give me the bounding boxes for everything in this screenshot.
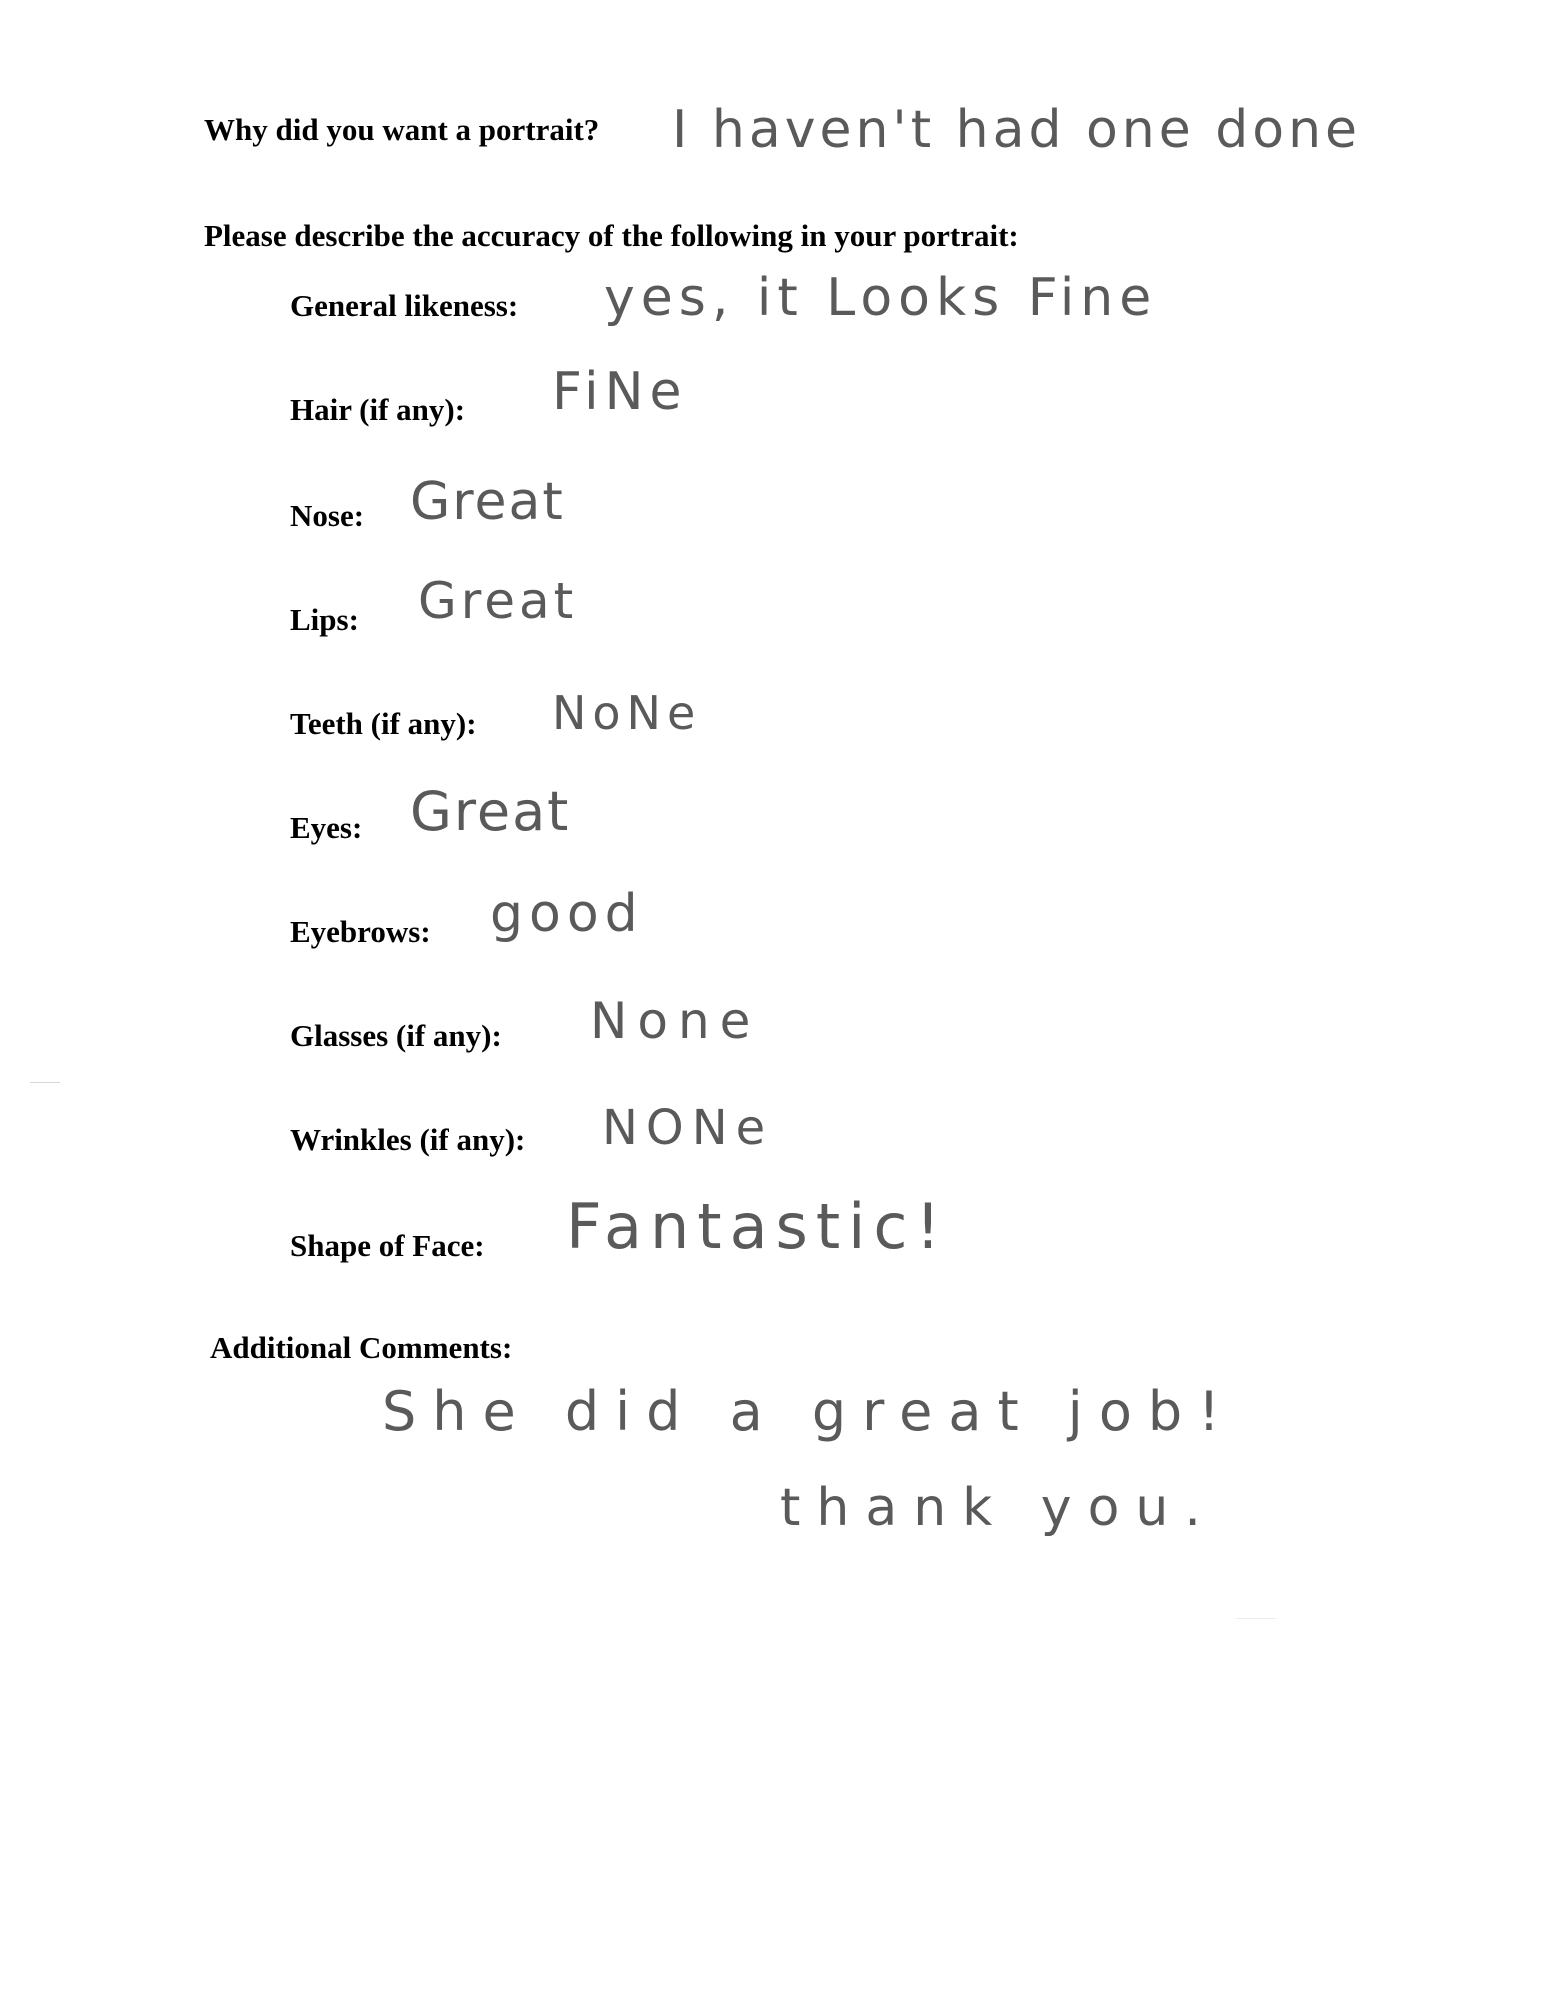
field-label-hair: Hair (if any): — [290, 392, 466, 427]
field-answer-hair: FiNe — [552, 362, 688, 422]
comments-line-1: She did a great job! — [382, 1380, 1236, 1443]
field-label-shape-of-face: Shape of Face: — [290, 1228, 485, 1263]
field-answer-shape-of-face: Fantastic! — [566, 1190, 949, 1263]
field-label-eyes: Eyes: — [290, 810, 363, 845]
field-answer-eyes: Great — [410, 780, 571, 843]
field-label-teeth: Teeth (if any): — [290, 706, 477, 741]
comments-line-2: thank you. — [780, 1478, 1217, 1538]
field-answer-nose: Great — [410, 472, 565, 532]
field-label-nose: Nose: — [290, 498, 365, 533]
field-label-eyebrows: Eyebrows: — [290, 914, 431, 949]
accuracy-heading: Please describe the accuracy of the following in your portrait: — [204, 218, 1019, 253]
field-label-glasses: Glasses (if any): — [290, 1018, 502, 1053]
scan-mark — [30, 1082, 60, 1083]
field-answer-glasses: None — [590, 992, 761, 1050]
field-answer-eyebrows: good — [490, 884, 644, 944]
field-label-general-likeness: General likeness: — [290, 288, 519, 323]
why-question-label: Why did you want a portrait? — [204, 112, 600, 147]
field-label-lips: Lips: — [290, 602, 359, 637]
field-answer-teeth: NoNe — [552, 686, 702, 740]
comments-heading: Additional Comments: — [210, 1330, 513, 1365]
why-answer-handwriting: I haven't had one done — [672, 100, 1362, 160]
field-answer-general-likeness: yes, it Looks Fine — [604, 268, 1158, 328]
field-label-wrinkles: Wrinkles (if any): — [290, 1122, 526, 1157]
scan-mark — [1236, 1618, 1276, 1619]
field-answer-wrinkles: NONe — [602, 1100, 774, 1156]
field-answer-lips: Great — [418, 572, 578, 630]
